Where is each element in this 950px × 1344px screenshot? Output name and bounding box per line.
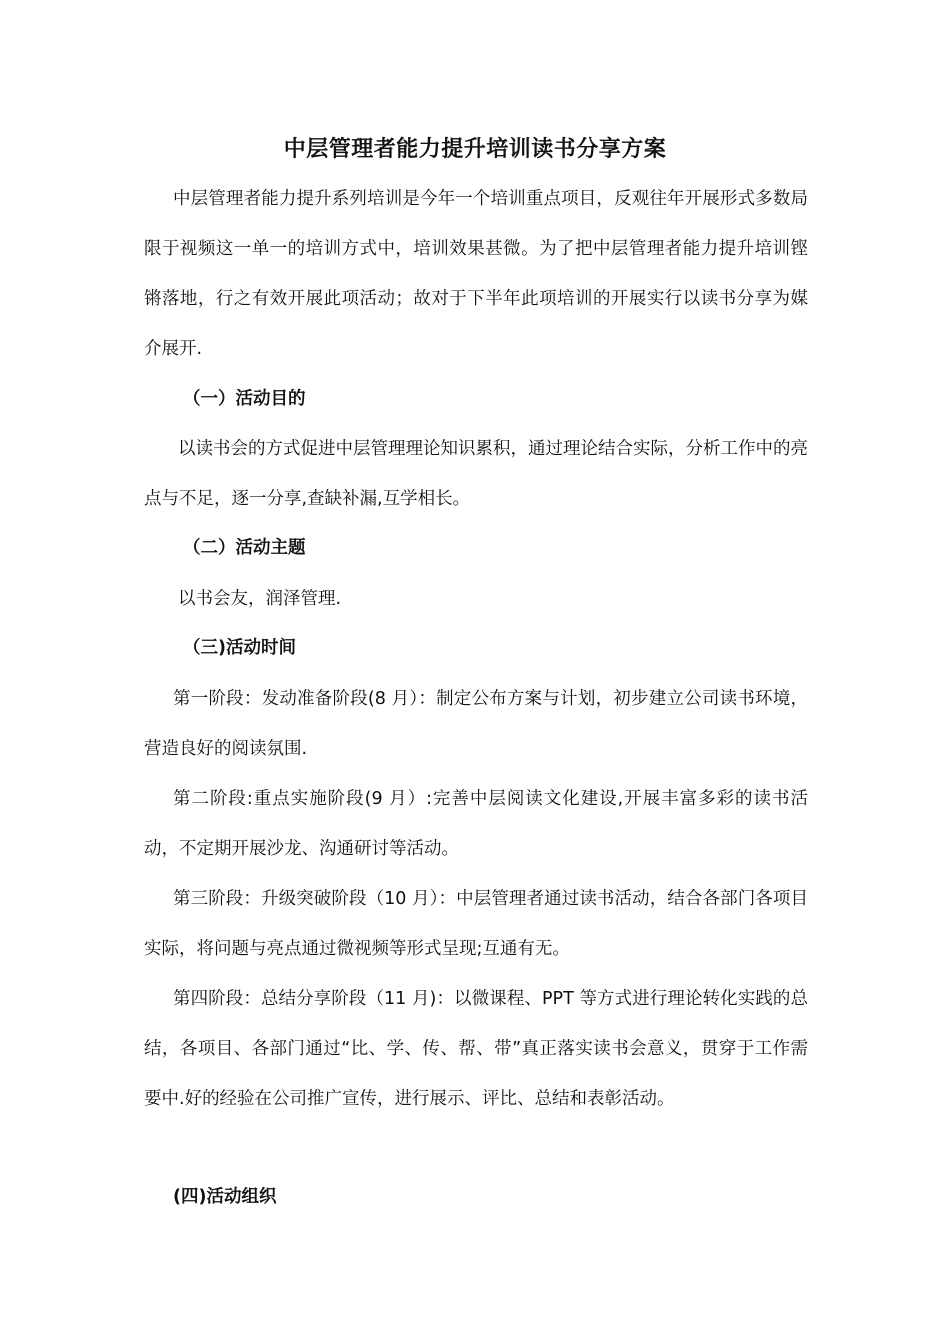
intro-paragraph: 中层管理者能力提升系列培训是今年一个培训重点项目，反观往年开展形式多数局限于视频这一单一的培训方式中，培训效果甚微。为了把中层管理者能力提升培训铿锵落地，行之有效开展此项活动；故对于下半年此项培训的开展实行以读书分享为媒介展开.: [144, 189, 808, 359]
section-heading-schedule: （三)活动时间: [183, 638, 296, 658]
section-body-purpose: 以读书会的方式促进中层管理理论知识累积，通过理论结合实际，分析工作中的亮点与不足，逐一分享,查缺补漏,互学相长。: [144, 439, 808, 509]
section-body-theme: 以书会友，润泽管理.: [178, 589, 342, 609]
section-heading-theme: （二）活动主题: [183, 538, 306, 558]
schedule-stage-4: 第四阶段：总结分享阶段（11 月)：以微课程、PPT 等方式进行理论转化实践的总结，各项目、各部门通过“比、学、传、帮、带”真正落实读书会意义，贯穿于工作需要中.好的经验在公司推广宣传，进行展示、评比、总结和表彰活动。: [144, 989, 808, 1109]
section-heading-organization: (四)活动组织: [173, 1187, 277, 1207]
schedule-stage-1: 第一阶段：发动准备阶段(8 月）：制定公布方案与计划，初步建立公司读书环境，营造良好的阅读氛围.: [144, 689, 808, 759]
section-heading-purpose: （一）活动目的: [183, 389, 306, 409]
schedule-stage-3: 第三阶段：升级突破阶段（10 月）：中层管理者通过读书活动，结合各部门各项目实际，将问题与亮点通过微视频等形式呈现;互通有无。: [144, 889, 808, 959]
document-title: 中层管理者能力提升培训读书分享方案: [283, 137, 667, 162]
schedule-stage-2: 第二阶段:重点实施阶段(9 月）:完善中层阅读文化建设,开展丰富多彩的读书活动，不定期开展沙龙、沟通研讨等活动。: [144, 789, 808, 859]
